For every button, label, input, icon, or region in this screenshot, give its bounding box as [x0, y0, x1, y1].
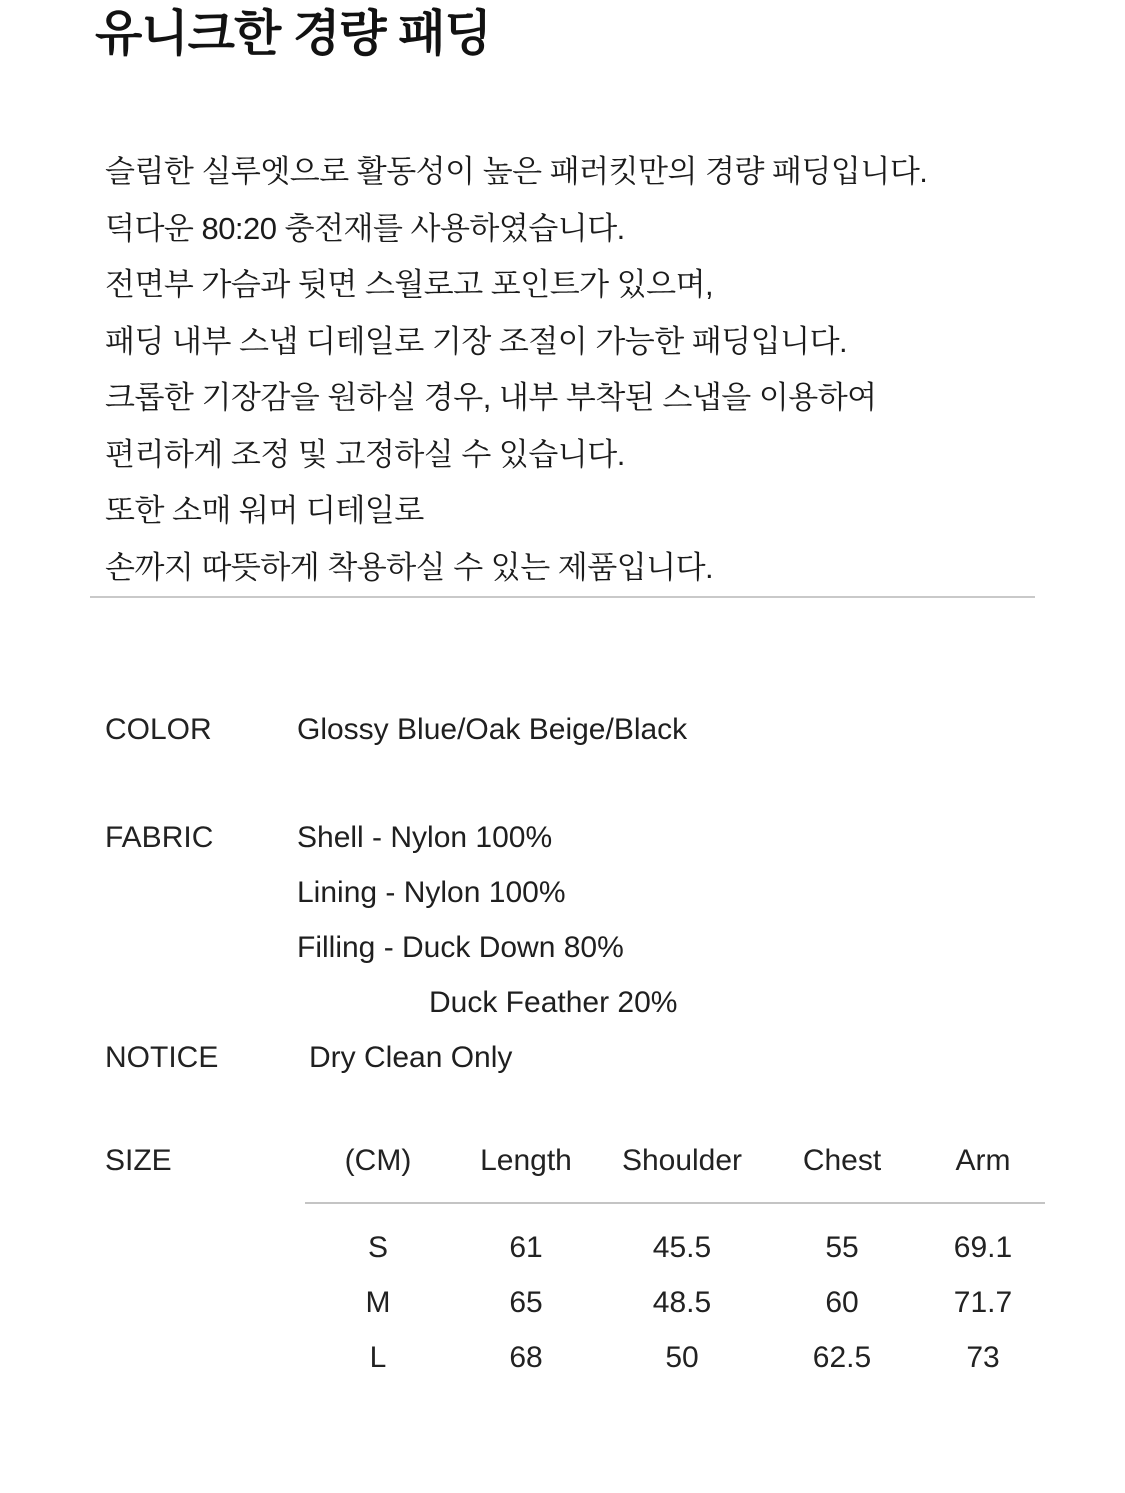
spec-row-fabric	[105, 810, 1035, 1030]
size-table-header-shoulder: Shoulder	[601, 1133, 763, 1203]
fabric-line-feather: Duck Feather 20%	[429, 986, 678, 1019]
table-cell: 65	[509, 1286, 543, 1319]
color-label: COLOR	[105, 713, 212, 746]
size-table	[305, 1133, 1045, 1385]
size-label: SIZE	[105, 1144, 172, 1177]
table-cell: M	[365, 1286, 391, 1319]
size-section	[105, 1133, 1035, 1385]
fabric-line-filling: Filling - Duck Down 80%	[297, 931, 624, 964]
spec-row-notice	[105, 1030, 1035, 1085]
size-table-header-row	[305, 1133, 1045, 1203]
size-table-header-arm: Arm	[921, 1133, 1045, 1203]
size-table-row-s	[305, 1203, 1045, 1275]
fabric-values	[297, 810, 677, 1030]
table-cell: 45.5	[652, 1231, 712, 1264]
description-line: 편리하게 조정 및 고정하실 수 있습니다.	[105, 436, 625, 472]
size-table-header-chest: Chest	[763, 1133, 921, 1203]
size-table-header-cm: (CM)	[305, 1133, 451, 1203]
spec-row-color	[105, 702, 1035, 757]
page-title: 유니크한 경량 패딩	[95, 7, 491, 61]
description-line: 전면부 가슴과 뒷면 스월로고 포인트가 있으며,	[105, 267, 714, 302]
notice-label: NOTICE	[105, 1041, 219, 1074]
description-line: 크롭한 기장감을 원하실 경우, 내부 부착된 스냅을 이용하여	[105, 380, 877, 415]
size-table-row-m	[305, 1275, 1045, 1330]
table-cell: 71.7	[953, 1286, 1013, 1319]
description-line: 덕다운 80:20 충전재를 사용하였습니다.	[105, 210, 625, 246]
fabric-line-lining: Lining - Nylon 100%	[297, 876, 566, 909]
description-line: 패딩 내부 스냅 디테일로 기장 조절이 가능한 패딩입니다.	[105, 323, 848, 359]
size-table-row-l	[305, 1330, 1045, 1385]
description-line: 손까지 따뜻하게 착용하실 수 있는 제품입니다.	[105, 549, 714, 585]
table-cell: 62.5	[812, 1341, 872, 1374]
table-cell: L	[369, 1341, 387, 1374]
notice-value: Dry Clean Only	[309, 1041, 513, 1074]
description-line: 슬림한 실루엣으로 활동성이 높은 패러킷만의 경량 패딩입니다.	[105, 154, 928, 189]
description-line: 또한 소매 워머 디테일로	[105, 493, 424, 528]
table-cell: 60	[825, 1286, 859, 1319]
table-cell: 48.5	[652, 1286, 712, 1319]
table-cell: 68	[509, 1341, 543, 1374]
fabric-line-shell: Shell - Nylon 100%	[297, 821, 553, 854]
table-cell: 50	[665, 1341, 699, 1374]
table-cell: 61	[509, 1231, 543, 1264]
color-value: Glossy Blue/Oak Beige/Black	[297, 713, 688, 746]
product-description	[105, 144, 1035, 596]
table-cell: S	[367, 1231, 388, 1264]
size-table-header-length: Length	[451, 1133, 601, 1203]
fabric-label: FABRIC	[105, 821, 214, 854]
table-cell: 55	[825, 1231, 859, 1264]
table-cell: 73	[966, 1341, 1000, 1374]
table-cell: 69.1	[953, 1231, 1013, 1264]
section-divider	[90, 596, 1035, 598]
